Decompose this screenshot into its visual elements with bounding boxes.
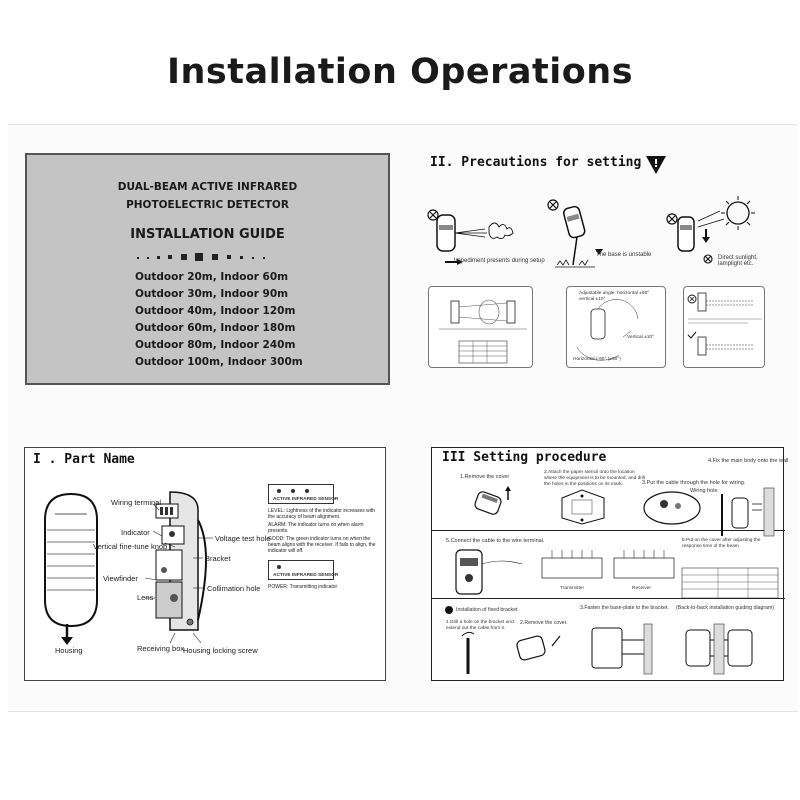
- step5-text: 5.Connect the cable to the wire terminal.: [446, 538, 545, 544]
- indicator-label: Indicator: [121, 528, 150, 537]
- guide-model-6: Outdoor 100m, Indoor 300m: [135, 356, 303, 368]
- step3-text: 3.Put the cable through the hole for wiring.: [642, 480, 746, 486]
- guide-model-5: Outdoor 80m, Indoor 240m: [135, 339, 296, 351]
- bullet-icon: [444, 605, 454, 615]
- guide-model-3: Outdoor 40m, Indoor 120m: [135, 305, 296, 317]
- step6-text: 6.Put on the cover after adjusting the response time of the beam: [682, 538, 761, 549]
- wiring-hole-label: Wiring hole: [690, 488, 718, 494]
- sensor-label-plate-1: [268, 484, 339, 504]
- guide-dots-decoration: [27, 249, 392, 269]
- voltage-test-label: Voltage test hole: [215, 534, 271, 543]
- page-title: Installation Operations: [166, 52, 634, 92]
- fasten-text: 3.Fasten the base-plate to the bracket.: [580, 605, 669, 611]
- lens-label: Lens: [137, 593, 154, 602]
- fine-tune-knob-label: Vertical fine-tune knob: [93, 542, 168, 551]
- good-note: GOOD: The green indicator turns on when the beam aligns with the receiver. If fails to align, the indicator will off.: [268, 536, 376, 554]
- fixed-bracket-text: Installation of fixed bracket: [456, 607, 518, 613]
- sensor-label-1: ACTIVE INFRARED SENSOR: [273, 497, 339, 502]
- alignment-check-diagram: [683, 286, 765, 368]
- beam-distance-diagram: [428, 286, 533, 368]
- viewfinder-label: Viewfinder: [103, 574, 138, 583]
- procedure-row3-illustrations: [432, 620, 785, 680]
- power-note: POWER: Transmitting indicator: [268, 584, 338, 590]
- guide-model-1: Outdoor 20m, Indoor 60m: [135, 271, 289, 283]
- sensor-label-2: ACTIVE INFRARED SENSOR: [273, 573, 339, 578]
- part-name-title: I . Part Name: [33, 452, 135, 467]
- guide-model-4: Outdoor 60m, Indoor 180m: [135, 322, 296, 334]
- sunlight-caption: Direct sunlight, lamplight etc.: [718, 255, 758, 267]
- unstable-base-illustration: [543, 195, 613, 275]
- step4-text: 4.Fix the main body onto the wall: [708, 458, 789, 464]
- horizontal-angle-caption: Horizontal (-90° (±90°): [573, 357, 621, 362]
- receiver-label: Receiver: [632, 586, 651, 591]
- housing-label: Housing: [55, 646, 83, 655]
- procedure-title: III Setting procedure: [442, 450, 607, 465]
- guide-line1: DUAL-BEAM ACTIVE INFRARED: [117, 181, 298, 193]
- svg-text:!: !: [653, 157, 659, 170]
- impediment-illustration: [425, 205, 535, 275]
- remove-cover-text: 2.Remove the cover.: [520, 620, 568, 626]
- wiring-terminal-label: Wiring terminal: [111, 498, 162, 507]
- alarm-note: ALARM: The indicator turns on when alarm presents.: [268, 522, 364, 534]
- guide-model-2: Outdoor 30m, Indoor 90m: [135, 288, 289, 300]
- installation-guide-box: [25, 153, 390, 385]
- step1-text: 1.Remove the cover: [460, 474, 510, 480]
- drill-text: 1.Drill a hole on the bracket and extend out the cable from it.: [446, 620, 514, 631]
- setting-procedure-panel: [431, 447, 789, 681]
- vertical-angle-caption: Vertical ±10°: [627, 335, 654, 340]
- bracket-label: Bracket: [205, 554, 231, 563]
- procedure-row2-illustrations: [432, 544, 785, 604]
- impediment-caption: Impediment presents during setup: [454, 258, 545, 264]
- step2-text: 2.Attach the paper stencil onto the location where the equipment is to be mounted, and drill the holes in the positions on its mark.: [544, 470, 646, 487]
- receiving-box-label: Receiving box: [137, 644, 185, 653]
- transmitter-label: Transmitter: [560, 586, 585, 591]
- level-note: LEVEL: Lightness of the indicator increases with the accuracy of beam alignment.: [268, 508, 376, 520]
- precautions-title: II. Precautions for setting: [430, 155, 642, 170]
- part-name-panel: [24, 447, 386, 681]
- unstable-caption: The base is unstable: [596, 252, 652, 258]
- guide-heading: INSTALLATION GUIDE: [130, 227, 285, 242]
- adjustable-angle-caption: Adjustable angle: horizontal ±90° vertical ±10°: [579, 291, 650, 302]
- locking-screw-label: Housing locking screw: [183, 646, 258, 655]
- back-to-back-text: (Back-to-back installation guiding diagram): [676, 605, 775, 611]
- adjustable-angle-diagram: [566, 286, 666, 368]
- sensor-label-plate-2: [268, 560, 339, 580]
- collimation-label: Collimation hole: [207, 584, 261, 593]
- guide-line2: PHOTOELECTRIC DETECTOR: [126, 199, 289, 211]
- warning-icon: [645, 155, 667, 175]
